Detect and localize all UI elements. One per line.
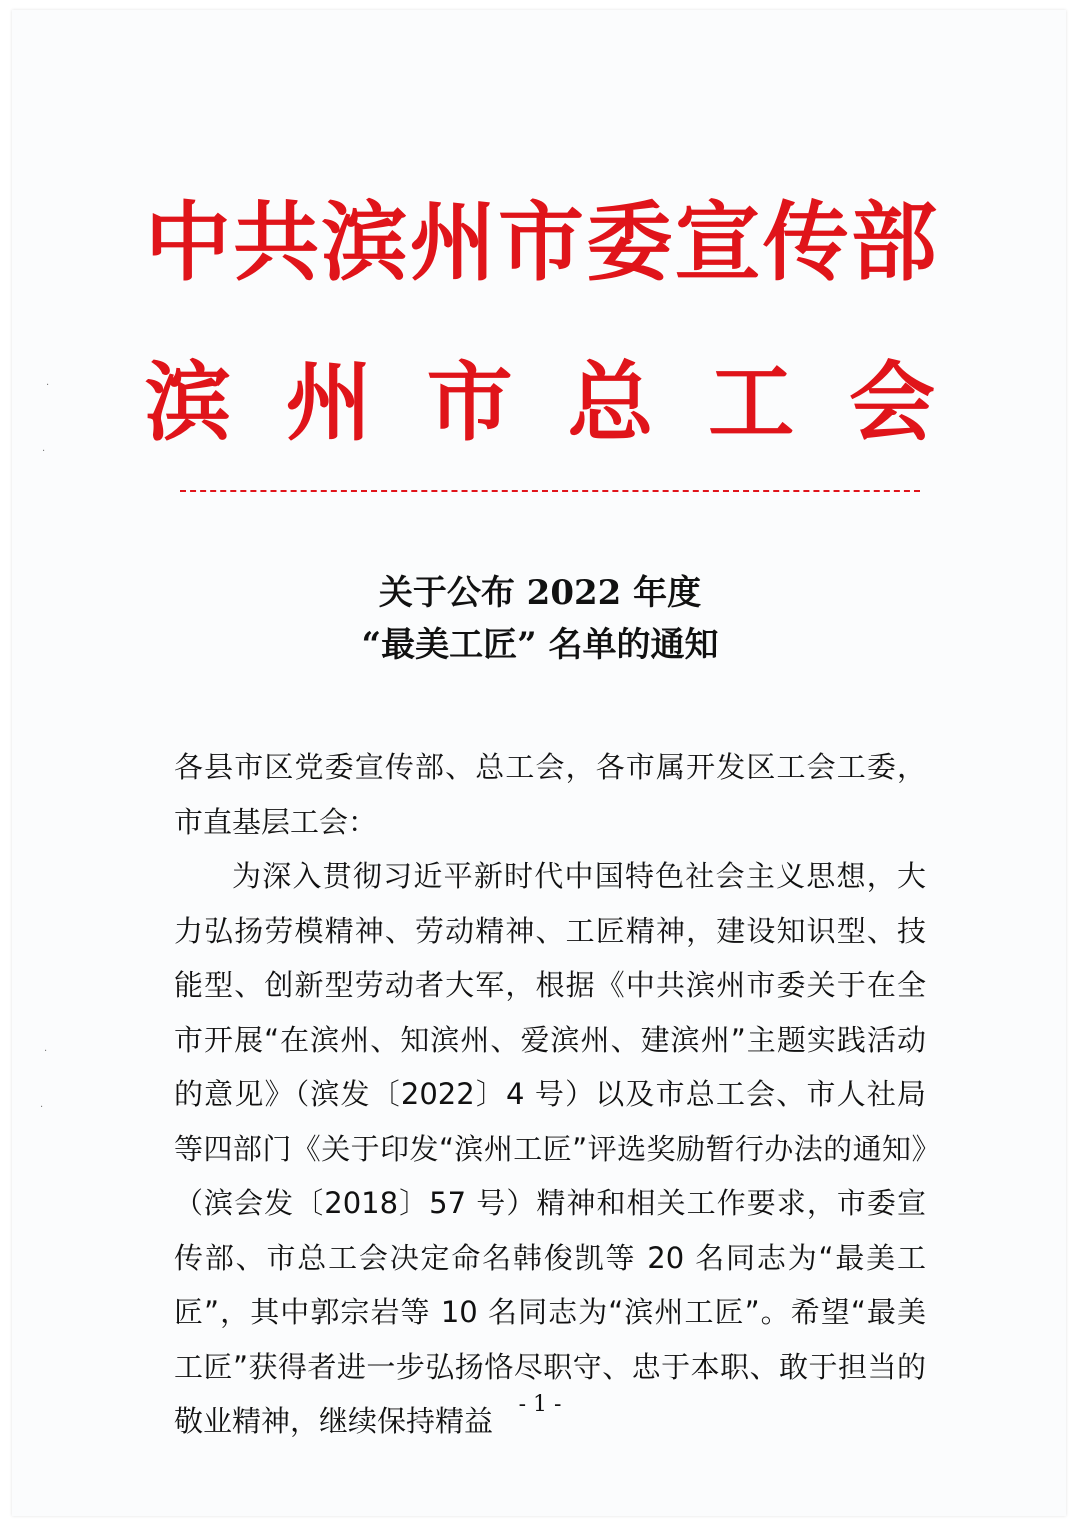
salutation-text: 各县市区党委宣传部、总工会，各市属开发区工会工委，市直基层工会： [174, 750, 926, 839]
issuer-header-line-2: 滨州市总工会 [145, 353, 935, 453]
scan-speck: · [44, 1046, 48, 1057]
red-separator-line [180, 490, 920, 492]
scan-speck: · [46, 380, 50, 391]
scan-speck: · [42, 446, 46, 457]
body-paragraph-text: 为深入贯彻习近平新时代中国特色社会主义思想，大力弘扬劳模精神、劳动精神、工匠精神，建设知识型、技能型、创新型劳动者大军，根据《中共滨州市委关于在全市开展“在滨州、知滨州、爱滨州、建滨州”主题实践活动的意见》（滨发〔2022〕4 号）以及市总工会、市人社局等四部门《关于印发“滨州工匠”评选奖励暂行办法的通知》（滨会发〔2018〕57 号）精神和相关工作要求，市委宣传部、市总工会决定命名韩俊凯等 20 名同志为“最美工匠”，其中郭宗岩等 10 名同志为“滨州工匠”。希望“最美工匠”获得者进一步弘扬恪尽职守、忠于本职、敢于担当的敬业精神，继续保持精益 [174, 859, 926, 1438]
page-number: - 1 - [518, 1392, 562, 1417]
document-title-line-2: “最美工匠” 名单的通知 [361, 625, 719, 665]
salutation [174, 740, 926, 849]
document-title-line-1: 关于公布 2022 年度 [378, 573, 702, 613]
issuer-header-line-1: 中共滨州市委宣传部 [145, 193, 935, 293]
scan-speck: · [40, 1102, 44, 1113]
body-paragraph [174, 849, 926, 1449]
